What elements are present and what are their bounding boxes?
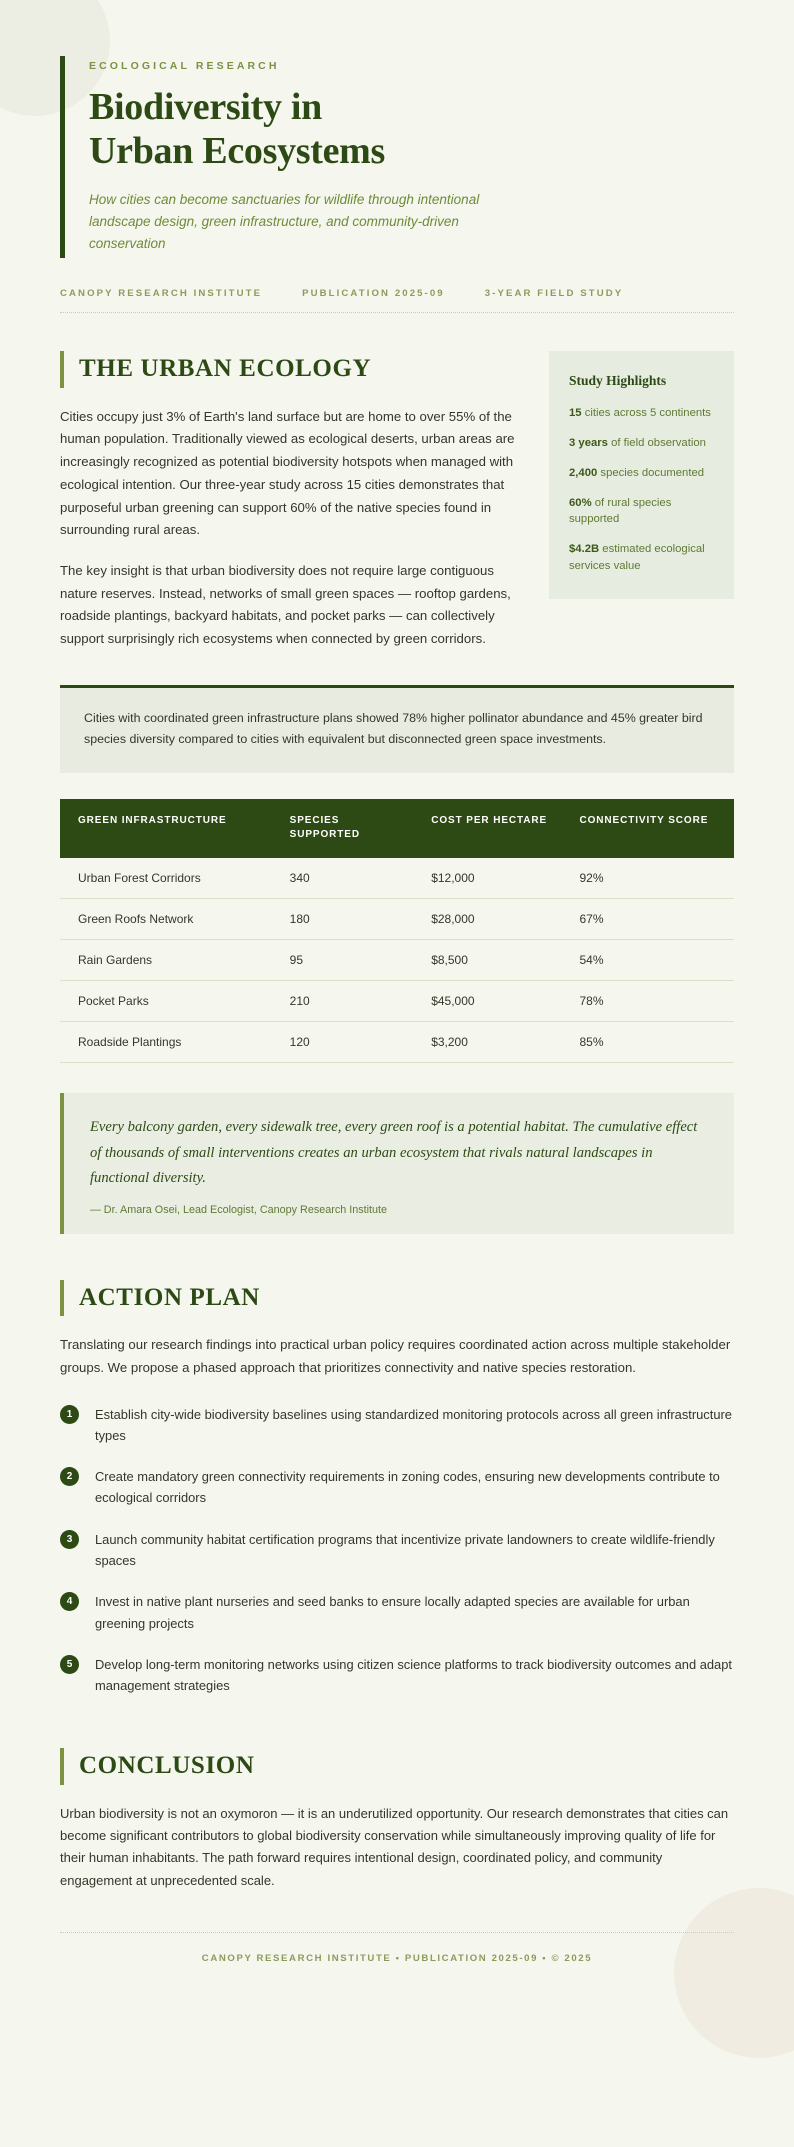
table-row (60, 980, 734, 1021)
cell-species: 210 (276, 980, 418, 1021)
action-plan-intro: Translating our research findings into practical urban policy requires coordinated action across multiple stakeholder groups. We propose a phased approach that prioritizes connectivity and native species restoration. (60, 1337, 731, 1375)
section-title: THE URBAN ECOLOGY (79, 355, 372, 383)
action-plan-section (60, 1280, 734, 1696)
conclusion-section (60, 1748, 734, 1892)
cell-species: 180 (276, 898, 418, 939)
step-text: Launch community habitat certification programs that incentivize private landowners to create wildlife-friendly spaces (95, 1531, 715, 1568)
pull-quote (60, 1093, 734, 1234)
cell-infrastructure: Roadside Plantings (60, 1021, 276, 1062)
highlight-value: 15 (569, 407, 582, 420)
table-head (60, 799, 734, 858)
pull-quote-attribution: — Dr. Amara Osei, Lead Ecologist, Canopy Research Institute (90, 1203, 388, 1216)
heading-accent-rule (60, 1280, 64, 1316)
section-title: ACTION PLAN (79, 1283, 260, 1311)
masthead (60, 56, 734, 258)
list-item (60, 1404, 734, 1447)
step-number-badge: 1 (60, 1405, 79, 1424)
highlight-label: of field observation (607, 437, 706, 450)
page-title (89, 85, 734, 174)
cell-connectivity: 54% (565, 939, 734, 980)
publication-meta-bar (60, 288, 734, 313)
cell-cost: $45,000 (417, 980, 565, 1021)
conclusion-text: Urban biodiversity is not an oxymoron — it is an underutilized opportunity. Our research demonstrates that cities can become significant contributors to global biodiversity conservation while simultaneously improving quality of life for their human inhabitants. The path forward requires intentional design, coordinated policy, and community engagement at unprecedented scale. (60, 1805, 729, 1888)
table-row (60, 1021, 734, 1062)
cell-species: 340 (276, 858, 418, 899)
highlight-value: 3 years (569, 437, 608, 450)
highlight-value: $4.2B (569, 543, 600, 556)
cell-infrastructure: Rain Gardens (60, 939, 276, 980)
study-highlights-card (549, 351, 734, 598)
step-number-badge: 5 (60, 1655, 79, 1674)
table-row (60, 898, 734, 939)
table-row (60, 939, 734, 980)
green-infrastructure-table (60, 799, 734, 1063)
highlight-item (569, 495, 714, 528)
section-heading-urban-ecology (60, 351, 517, 387)
list-item (60, 1591, 734, 1634)
cell-connectivity: 92% (565, 858, 734, 899)
urban-ecology-section (60, 351, 517, 650)
step-number-badge: 2 (60, 1467, 79, 1486)
highlight-label: estimated ecological services value (569, 543, 705, 572)
urban-ecology-paragraph-2: The key insight is that urban biodiversity does not require large contiguous nature reserves. Instead, networks of small green spaces — rooftop gardens, roadside plantings, backyard habitats, and pocket parks — can collectively support surprisingly rich ecosystems when connected by green corridors. (60, 562, 511, 647)
column-header-species-supported: SPECIES SUPPORTED (276, 799, 418, 858)
cell-cost: $28,000 (417, 898, 565, 939)
step-text: Develop long-term monitoring networks using citizen science platforms to track biodiversity outcomes and adapt management strategies (95, 1656, 732, 1694)
heading-accent-rule (60, 351, 64, 387)
eyebrow-label: ECOLOGICAL RESEARCH (89, 60, 280, 72)
step-number-badge: 4 (60, 1592, 79, 1611)
page-title-line-1: Biodiversity in (89, 86, 323, 128)
list-item (60, 1654, 734, 1697)
meta-item-study-duration: 3-YEAR FIELD STUDY (484, 288, 624, 300)
table-header-row (60, 799, 734, 858)
page-subtitle: How cities can become sanctuaries for wildlife through intentional landscape design, green infrastructure, and community-driven conservation (89, 191, 480, 251)
cell-infrastructure: Urban Forest Corridors (60, 858, 276, 899)
cell-connectivity: 78% (565, 980, 734, 1021)
cell-infrastructure: Pocket Parks (60, 980, 276, 1021)
study-highlights-list (569, 405, 714, 574)
meta-item-publication: PUBLICATION 2025-09 (302, 288, 445, 300)
urban-ecology-paragraph-1: Cities occupy just 3% of Earth's land surface but are home to over 55% of the human population. Traditionally viewed as ecological deserts, urban areas are increasingly recognized as potential biodiversity hotspots when managed with ecological intention. Our three-year study across 15 cities demonstrates that purposeful urban greening can support 60% of the native species found in surrounding rural areas. (60, 408, 515, 538)
column-header-connectivity-score: CONNECTIVITY SCORE (565, 799, 734, 858)
highlight-label: cities across 5 continents (581, 407, 711, 420)
cell-cost: $12,000 (417, 858, 565, 899)
cell-connectivity: 85% (565, 1021, 734, 1062)
cell-infrastructure: Green Roofs Network (60, 898, 276, 939)
cell-cost: $3,200 (417, 1021, 565, 1062)
step-text: Establish city-wide biodiversity baselines using standardized monitoring protocols across all green infrastructure types (95, 1406, 732, 1443)
key-finding-callout (60, 685, 734, 773)
cell-connectivity: 67% (565, 898, 734, 939)
highlight-item (569, 541, 714, 574)
pull-quote-text: Every balcony garden, every sidewalk tree, every green roof is a potential habitat. The cumulative effect of thousands of small interventions creates an urban ecosystem that rivals natural landscapes in functional diversity. (90, 1118, 698, 1187)
highlight-label: species documented (597, 466, 705, 479)
callout-text: Cities with coordinated green infrastructure plans showed 78% higher pollinator abundance and 45% greater bird species diversity compared to cities with equivalent but disconnected green space investments. (84, 710, 703, 747)
study-highlights-title: Study Highlights (569, 373, 667, 389)
intro-columns (60, 351, 734, 650)
highlight-value: 60% (569, 496, 592, 509)
cell-species: 120 (276, 1021, 418, 1062)
highlight-item (569, 435, 714, 452)
table-body (60, 858, 734, 1063)
section-heading-action-plan (60, 1280, 734, 1316)
step-text: Create mandatory green connectivity requirements in zoning codes, ensuring new developments contribute to ecological corridors (95, 1469, 720, 1506)
highlight-label: of rural species supported (569, 496, 672, 526)
cell-cost: $8,500 (417, 939, 565, 980)
list-item (60, 1466, 734, 1509)
footer-credit-line: CANOPY RESEARCH INSTITUTE • PUBLICATION 2025-09 • © 2025 (201, 1953, 593, 1965)
meta-item-institute: CANOPY RESEARCH INSTITUTE (60, 288, 263, 300)
step-text: Invest in native plant nurseries and seed banks to ensure locally adapted species are available for urban greening projects (95, 1594, 690, 1631)
highlight-item (569, 405, 714, 422)
page-footer (60, 1932, 734, 1998)
column-header-green-infrastructure: GREEN INFRASTRUCTURE (60, 799, 276, 858)
section-heading-conclusion (60, 1748, 734, 1784)
list-item (60, 1529, 734, 1572)
section-title: CONCLUSION (79, 1752, 255, 1780)
study-highlights-card-wrapper (549, 351, 734, 598)
cell-species: 95 (276, 939, 418, 980)
highlight-value: 2,400 (569, 466, 598, 479)
table-row (60, 858, 734, 899)
heading-accent-rule (60, 1748, 64, 1784)
column-header-cost-per-hectare: COST PER HECTARE (417, 799, 565, 858)
highlight-item (569, 465, 714, 482)
step-number-badge: 3 (60, 1530, 79, 1549)
action-plan-steps (60, 1404, 734, 1697)
page-title-line-2: Urban Ecosystems (89, 130, 386, 173)
